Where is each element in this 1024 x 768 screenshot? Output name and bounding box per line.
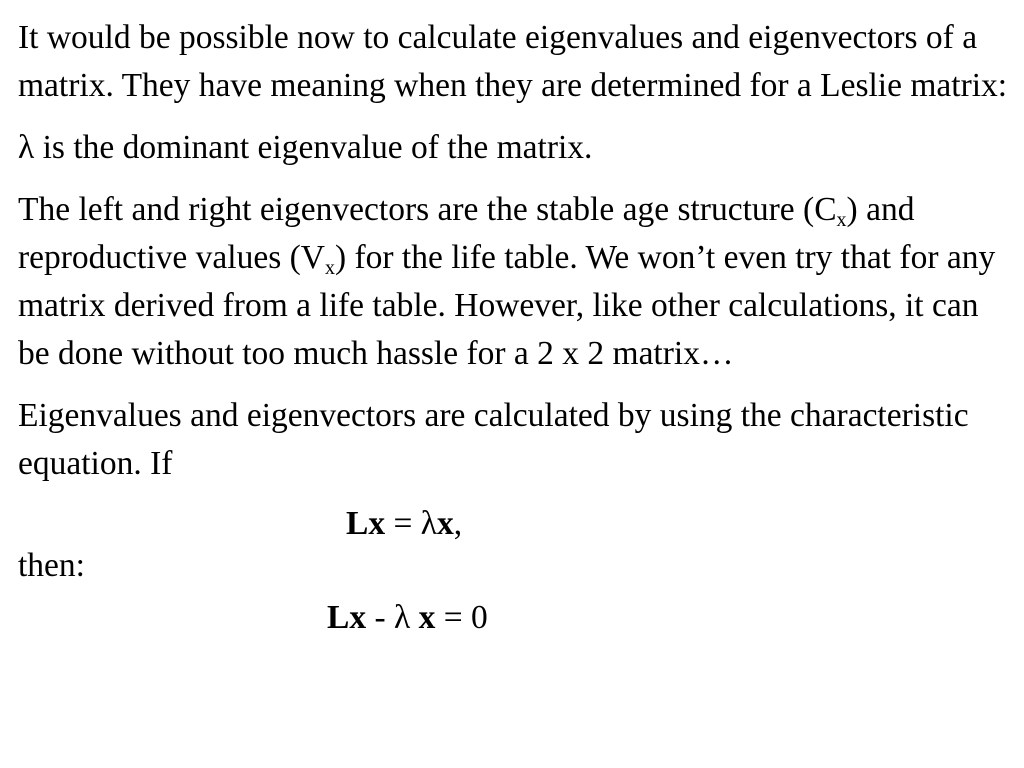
eq1-lambda: λ: [420, 505, 438, 542]
eigenvectors-text-1: The left and right eigenvectors are the stable age structure (C: [18, 191, 837, 228]
eigenvectors-text-2: ) and reproductive values (V: [18, 191, 915, 276]
eq2-lambda: λ: [394, 599, 411, 636]
subscript-x-1: x: [836, 209, 847, 231]
eq1-rhs: x: [437, 505, 454, 542]
equation-characteristic: [18, 594, 1013, 642]
eq2-x: x: [418, 599, 436, 636]
eq2-minus: -: [366, 599, 395, 636]
eq1-equals: =: [385, 505, 421, 542]
eigenvectors-text-3: ) for the life table. We won’t even try that for any matrix derived from a life table. However, like other calculations, it can be done without too much hassle for a 2 x 2 matrix…: [18, 239, 996, 372]
characteristic-equation-paragraph: Eigenvalues and eigenvectors are calculated by using the characteristic equation. If: [18, 397, 969, 482]
equation-eigen: [18, 500, 1013, 548]
subscript-x-2: x: [324, 257, 335, 279]
intro-paragraph: It would be possible now to calculate eigenvalues and eigenvectors of a matrix. They have meaning when they are determined for a Leslie matrix:: [18, 19, 1008, 104]
eq2-lhs: Lx: [327, 599, 367, 636]
eigenvectors-paragraph: [18, 186, 1013, 378]
eq1-comma: ,: [453, 505, 463, 542]
then-label: then:: [18, 547, 85, 584]
dominant-eigenvalue-paragraph: λ is the dominant eigenvalue of the matrix.: [18, 129, 593, 166]
eq2-space: [410, 599, 418, 636]
document-page: [18, 14, 1013, 642]
eq1-lhs: Lx: [346, 505, 386, 542]
eq2-tail: = 0: [435, 599, 488, 636]
